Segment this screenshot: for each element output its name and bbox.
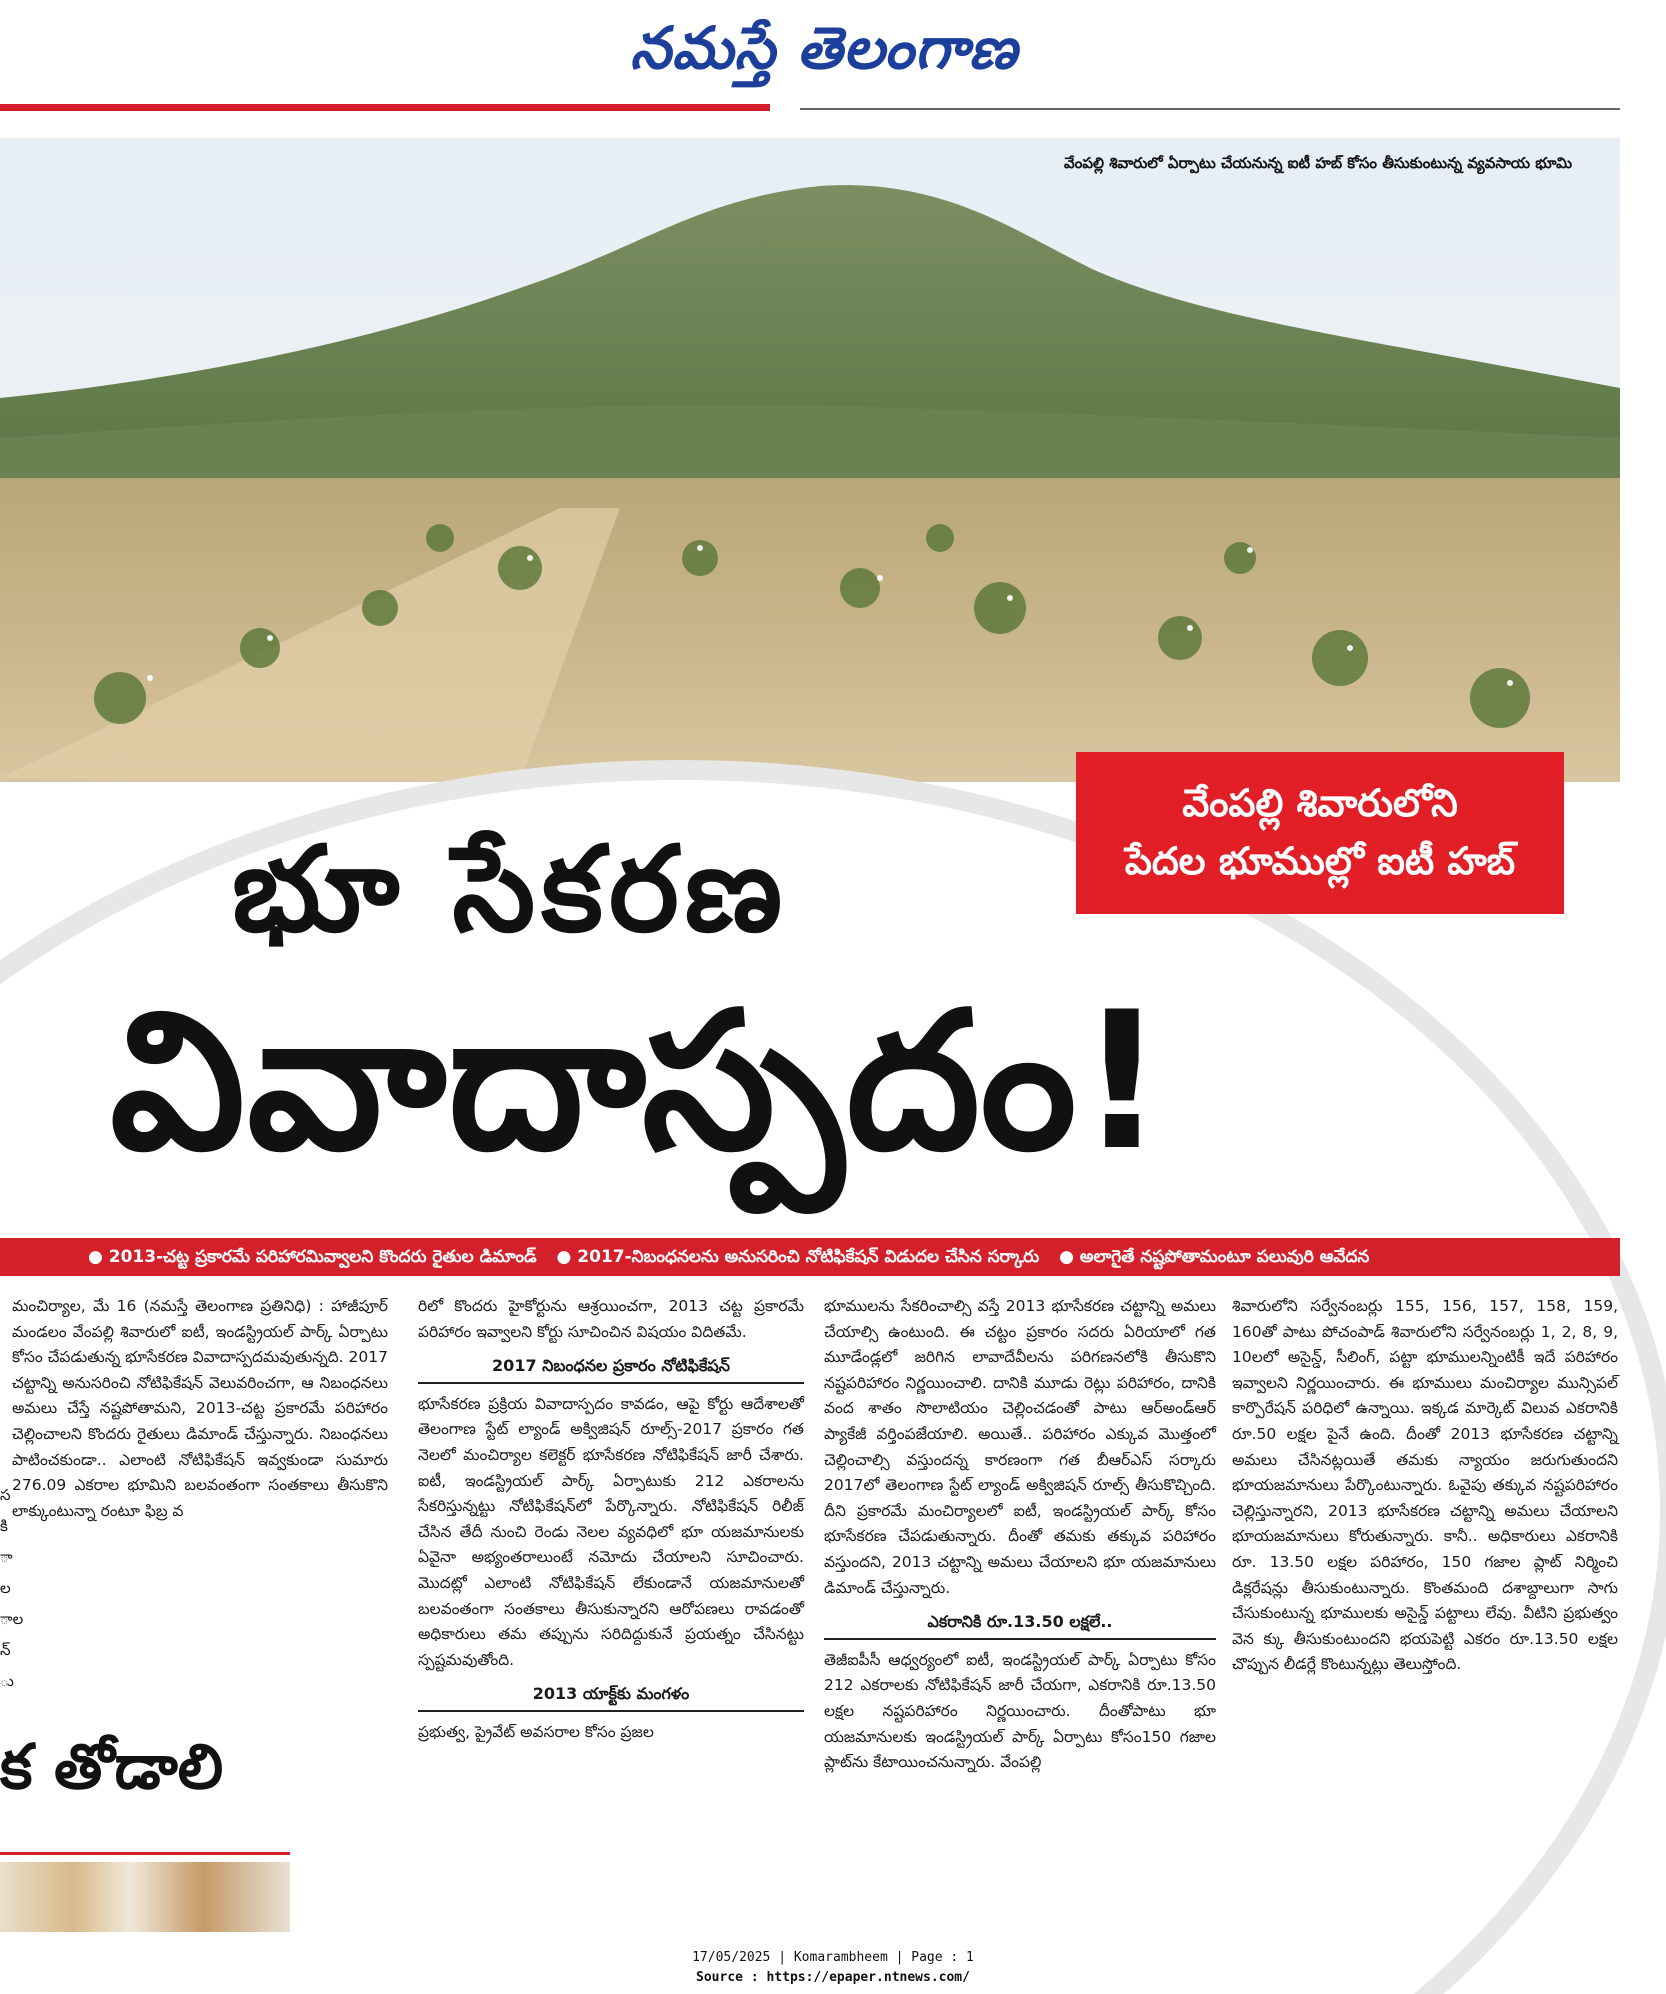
article-column-3 <box>824 1294 1216 1776</box>
strap-item-2: ● 2017-నిబంధనలను అనుసరించి నోటిఫికేషన్ విడుదల చేసిన సర్కారు <box>556 1247 1040 1267</box>
adjacent-story-fragments <box>0 1480 24 1697</box>
adjacent-story-photo <box>0 1862 290 1932</box>
highlight-box <box>1076 752 1564 914</box>
highlight-line-2: పేదల భూముల్లో ఐటీ హబ్ <box>1124 839 1516 883</box>
fragment: కి <box>0 1517 8 1535</box>
masthead <box>0 0 1666 116</box>
subheading-notification: 2017 నిబంధనల ప్రకారం నోటిఫికేషన్ <box>418 1353 804 1384</box>
subheading-2013-act: 2013 యాక్ట్‌కు మంగళం <box>418 1681 804 1712</box>
masthead-grey-rule <box>800 108 1620 110</box>
landscape-photo <box>0 138 1620 782</box>
column-3-paragraph-2: తెజీఐపీసీ ఆధ్వర్యంలో ఐటీ, ఇండస్ట్రియల్ పార్క్ ఏర్పాటు కోసం 212 ఎకరాలకు నోటిఫికేషన్ జారీ చేయగా, ఎకరానికి రూ.13.50 లక్షల నష్టపరిహారం నిర్ణయించారు. దీంతోపాటు భూ యజమానులకు ఇండస్ట్రియల్ పార్క్ ఏర్పాటు కోసం150 గజాల ప్లాట్‌ను కేటాయించనున్నారు. వేంపల్లి <box>824 1650 1216 1772</box>
column-2-paragraph-3: ప్రభుత్వ, ప్రైవేట్ అవసరాల కోసం ప్రజల <box>418 1722 654 1741</box>
fragment: ాల <box>0 1610 24 1628</box>
lead-photo <box>0 138 1620 782</box>
adjacent-story-rule <box>0 1852 290 1855</box>
article-column-4 <box>1232 1294 1618 1678</box>
fragment: ు <box>0 1672 14 1690</box>
strap-item-3: ● అలాగైతే నష్టపోతామంటూ పలువురి ఆవేదన <box>1059 1247 1370 1267</box>
column-1-paragraph: మంచిర్యాల, మే 16 (నమస్తే తెలంగాణ ప్రతినిధి) : హాజీపూర్ మండలం వేంపల్లి శివారులో ఐటీ, ఇండస్ట్రియల్ పార్క్ ఏర్పాటు కోసం చేపడుతున్న భూసేకరణ వివాదాస్పదమవుతున్నది. 2017 చట్టాన్ని అనుసరించి నోటిఫికేషన్ వెలువరించగా, ఆ నిబంధనలు అమలు చేస్తే నష్టపోతామని, 2013-చట్ట ప్రకారమే పరిహారం చెల్లించాలని కొందరు రైతులు డిమాండ్ చేస్తున్నారు. నిబంధనలు పాటించకుండా.. ఎలాంటి నోటిఫికేషన్ ఇవ్వకుండా సుమారు 276.09 ఎకరాల భూమిని బలవంతంగా సంతకాలు తీసుకొని లాక్కుంటున్నా రంటూ ఫిబ్ర వ <box>12 1297 388 1520</box>
photo-caption: వేంపల్లి శివారులో ఏర్పాటు చేయనున్న ఐటీ హబ్ కోసం తీసుకుంటున్న వ్యవసాయ భూమి <box>1064 154 1572 172</box>
masthead-red-rule <box>0 104 770 111</box>
headline-line-2: వివాదాస్పదం! <box>110 971 1168 1192</box>
column-2-paragraph-1: రిలో కొందరు హైకోర్టును ఆశ్రయించగా, 2013 చట్ట ప్రకారమే పరిహారం ఇవ్వాలని కోర్టు సూచించిన విషయం విదితమే. <box>418 1297 804 1341</box>
column-2-paragraph-2: భూసేకరణ ప్రక్రియ వివాదాస్పదం కావడం, ఆపై కోర్టు ఆదేశాలతో తెలంగాణ స్టేట్ ల్యాండ్ అక్విజిషన్ రూల్స్-2017 ప్రకారం గత నెలలో మంచిర్యాల కలెక్టర్ భూసేకరణ నోటిఫికేషన్ జారీ చేశారు. ఐటీ, ఇండస్ట్రియల్ పార్క్ ఏర్పాటుకు 212 ఎకరాలను సేకరిస్తున్నట్టు నోటిఫికేషన్‌లో పేర్కొన్నారు. నోటిఫికేషన్ రిలీజ్ చేసిన తేదీ నుంచి రెండు నెలల వ్యవధిలో భూ యజమానులకు ఏవైనా అభ్యంతరాలుంటే నమోదు చేయాలని సూచించారు. మొదట్లో ఎలాంటి నోటిఫికేషన్ లేకుండానే యజమానులతో బలవంతంగా సంతకాలు తీసుకున్నారని ఆరోపణలు రావడంతో అధికారులు తమ తప్పును సరిదిద్దుకునే ప్రయత్నం చేసినట్టు స్పష్టమవుతోంది. <box>418 1394 804 1669</box>
fragment: ల <box>0 1579 11 1597</box>
bullet-strap <box>0 1238 1620 1276</box>
subheading-per-acre: ఎకరానికి రూ.13.50 లక్షలే.. <box>824 1609 1216 1640</box>
newspaper-title: నమస్తే తెలంగాణ <box>630 14 1018 82</box>
article-column-1 <box>12 1294 388 1524</box>
headline-line-1: భూ సేకరణ <box>232 820 789 958</box>
highlight-line-1: వేంపల్లి శివారులోని <box>1182 781 1458 825</box>
article-column-2 <box>418 1294 804 1746</box>
column-3-paragraph-1: భూములను సేకరించాల్సి వస్తే 2013 భూసేకరణ చట్టాన్ని అమలు చేయాల్సి ఉంటుంది. ఈ చట్టం ప్రకారం సదరు ఏరియాలో గత మూడేండ్లలో జరిగిన లావాదేవీలను పరిగణనలోకి తీసుకొని నష్టపరిహారం నిర్ణయించాలి. దానికి మూడు రెట్లు పరిహారం, దానికి వంద శాతం సొలాటియం చెల్లించడంతో పాటు ఆర్‌అండ్‌ఆర్ ప్యాకేజీ వర్తింపజేయాలి. అయితే.. పరిహారం ఎక్కువ మొత్తంలో చెల్లించాల్సి వస్తుందన్న కారణంగా గత బీఆర్‌ఎస్ సర్కారు 2017లో తెలంగాణ స్టేట్ ల్యాండ్ అక్విజిషన్ రూల్స్ తీసుకొచ్చింది. దీని ప్రకారమే మంచిర్యాలలో ఐటీ, ఇండస్ట్రియల్ పార్క్ కోసం భూసేకరణ చేపడుతున్నారు. దీంతో తమకు తక్కువ పరిహారం వస్తుందని, 2013 చట్టాన్ని అమలు చేయాలని భూ యజమానులు డిమాండ్ చేస్తున్నారు. <box>824 1297 1216 1597</box>
column-4-paragraph: శివారులోని సర్వేనంబర్లు 155, 156, 157, 158, 159, 160తో పాటు పోచంపాడ్ శివారులోని సర్వేనంబర్లు 1, 2, 8, 9, 10లలో అసైన్డ్, సీలింగ్, పట్టా భూములన్నింటికీ ఇదే పరిహారం ఇవ్వాలని నిర్ణయించారు. ఈ భూములు మంచిర్యాల మున్సిపల్ కార్పొరేషన్ పరిధిలో ఉన్నాయి. ఇక్కడ మార్కెట్ విలువ ఎకరానికి రూ.50 లక్షల పైనే ఉంది. దీంతో 2013 భూసేకరణ చట్టాన్ని అమలు చేసినట్లయితే తమకు న్యాయం జరుగుతుందని భూయజమానులు పేర్కొంటున్నారు. ఓవైపు తక్కువ నష్టపరిహారం చెల్లిస్తున్నారని, 2013 భూసేకరణ చట్టాన్ని అమలు చేయాలని భూయజమానులు కోరుతున్నారు. కానీ.. అధికారులు ఎకరానికి రూ. 13.50 లక్షల పరిహారం, 150 గజాల ప్లాట్ నిర్మించి డిక్లరేషన్లు తీసుకుంటున్నారు. కొంతమంది దశాబ్దాలుగా సాగు చేసుకుంటున్న భూములకు అసైన్డ్ పట్టాలు లేవు. వీటిని ప్రభుత్వం వెన క్కు తీసుకుంటుందని భయపెట్టి ఎకరం రూ.13.50 లక్షల చొప్పున లీడర్లే కొంటున్నట్లు తెలుస్తోంది. <box>1232 1297 1618 1674</box>
adjacent-story-headline: క తోడాలి <box>0 1730 224 1803</box>
footer-date-edition: 17/05/2025 | Komarambheem | Page : 1 <box>692 1950 974 1965</box>
fragment: ా <box>0 1548 13 1566</box>
footer-source-link[interactable]: Source : https://epaper.ntnews.com/ <box>696 1970 970 1985</box>
fragment: స <box>0 1486 11 1504</box>
fragment: న్ <box>0 1641 11 1659</box>
page-footer <box>0 1948 1666 1988</box>
strap-item-1: ● 2013-చట్ట ప్రకారమే పరిహారమివ్వాలని కొందరు రైతుల డిమాండ్ <box>88 1247 537 1267</box>
